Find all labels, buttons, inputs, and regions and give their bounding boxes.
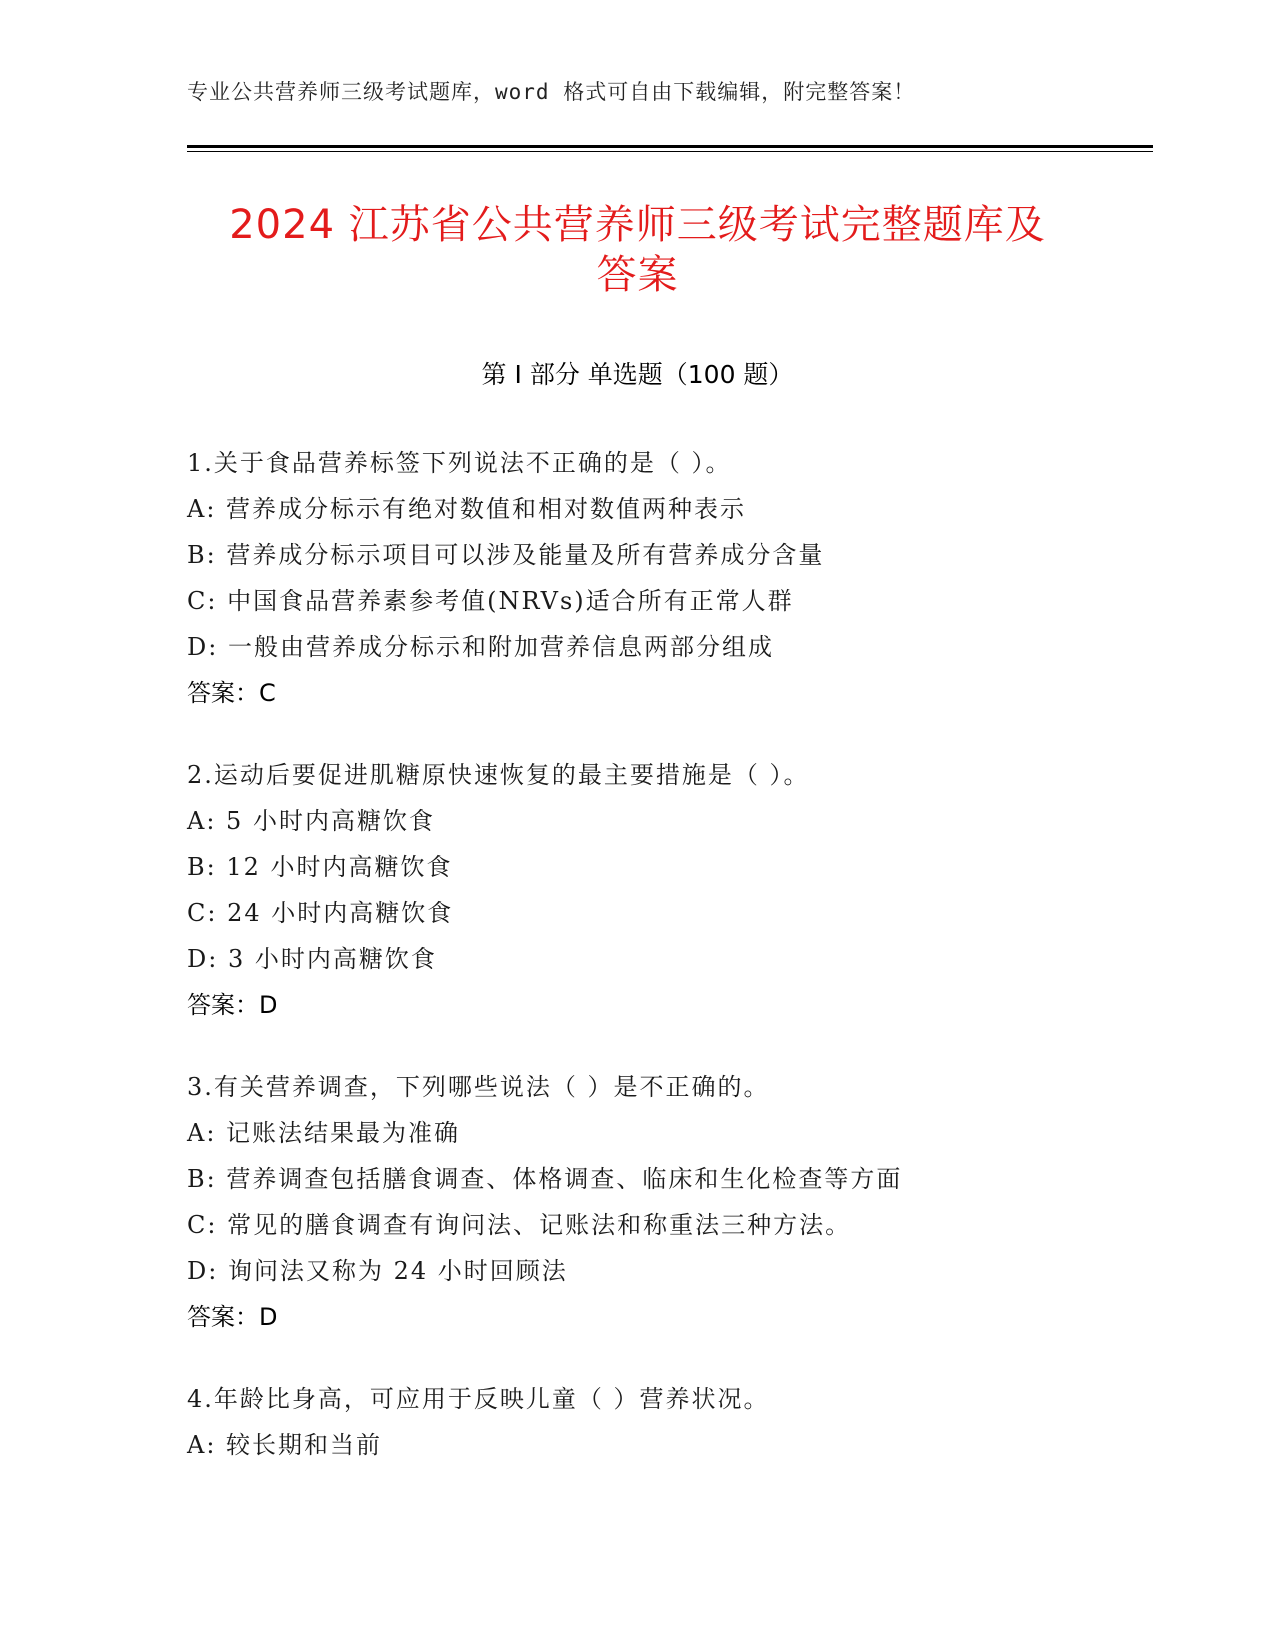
document-title — [150, 200, 1125, 300]
answer: 答案：D — [187, 1303, 278, 1331]
answer: 答案：C — [187, 679, 276, 707]
option-a: A: 较长期和当前 — [187, 1431, 383, 1459]
section-title: 第 I 部分 单选题（100 题） — [481, 360, 794, 389]
option-b: B: 营养调查包括膳食调查、体格调查、临床和生化检查等方面 — [187, 1165, 903, 1193]
document-title-line-1: 2024 江苏省公共营养师三级考试完整题库及 — [229, 202, 1046, 248]
header-rule-thin — [187, 151, 1153, 152]
answer: 答案：D — [187, 991, 278, 1019]
question-stem: 1.关于食品营养标签下列说法不正确的是（ ）。 — [187, 449, 732, 477]
option-c: C: 常见的膳食调查有询问法、记账法和称重法三种方法。 — [187, 1211, 852, 1239]
option-c: C: 24 小时内高糖饮食 — [187, 899, 454, 927]
option-a: A: 5 小时内高糖饮食 — [187, 807, 435, 835]
header-rule-thick — [187, 145, 1153, 148]
option-d: D: 一般由营养成分标示和附加营养信息两部分组成 — [187, 633, 774, 661]
option-b: B: 12 小时内高糖饮食 — [187, 853, 453, 881]
question-2 — [187, 752, 1147, 1028]
option-b: B: 营养成分标示项目可以涉及能量及所有营养成分含量 — [187, 541, 825, 569]
option-d: D: 3 小时内高糖饮食 — [187, 945, 437, 973]
option-d: D: 询问法又称为 24 小时回顾法 — [187, 1257, 568, 1285]
question-stem: 3.有关营养调查，下列哪些说法（ ）是不正确的。 — [187, 1073, 770, 1101]
question-1 — [187, 440, 1147, 716]
header-note: 专业公共营养师三级考试题库，word 格式可自由下载编辑，附完整答案！ — [187, 80, 916, 104]
question-3 — [187, 1064, 1147, 1340]
question-stem: 2.运动后要促进肌糖原快速恢复的最主要措施是（ ）。 — [187, 761, 810, 789]
question-list — [187, 440, 1147, 1504]
document-title-line-2: 答案 — [596, 252, 679, 298]
question-4 — [187, 1376, 1147, 1468]
option-a: A: 营养成分标示有绝对数值和相对数值两种表示 — [187, 495, 747, 523]
option-a: A: 记账法结果最为准确 — [187, 1119, 461, 1147]
question-stem: 4.年龄比身高，可应用于反映儿童（ ）营养状况。 — [187, 1385, 770, 1413]
option-c: C: 中国食品营养素参考值(NRVs)适合所有正常人群 — [187, 587, 794, 615]
